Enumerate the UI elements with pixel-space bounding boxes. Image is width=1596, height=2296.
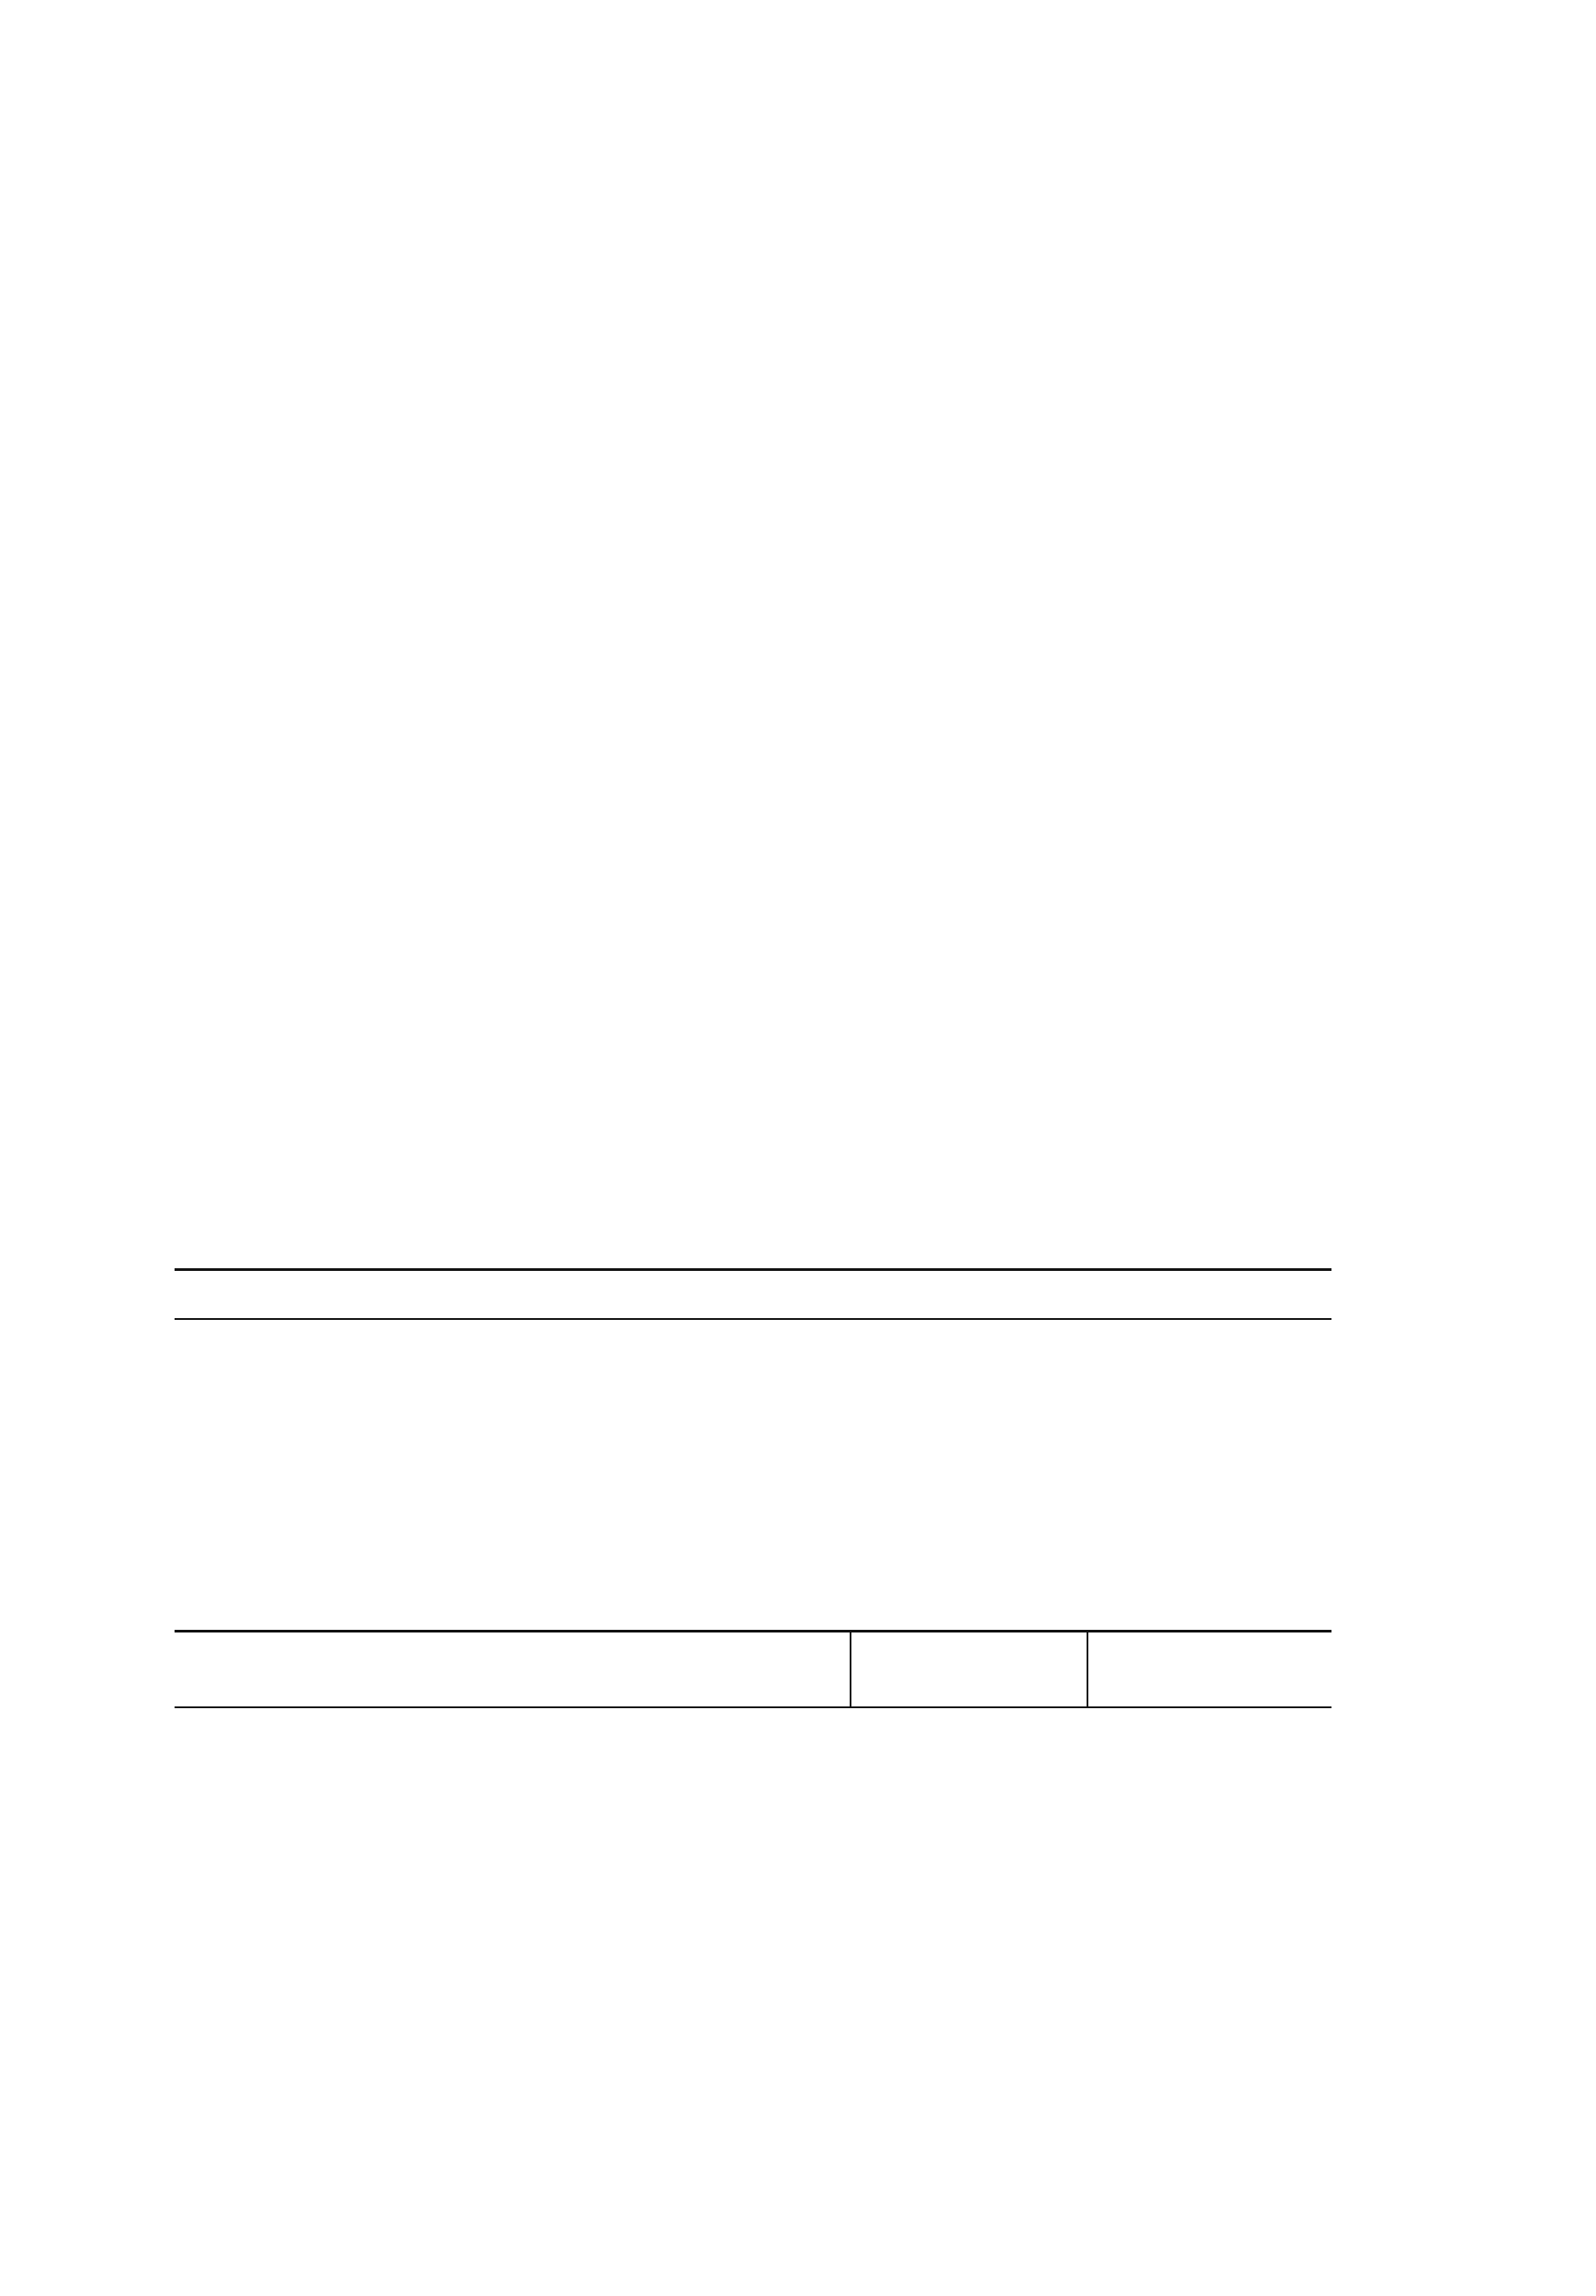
intro-paragraph <box>236 356 1331 561</box>
column-separator <box>850 1630 851 1706</box>
paragraph-line <box>236 479 1331 520</box>
paragraph-line <box>236 438 1331 479</box>
table-top-rule <box>175 1630 1331 1632</box>
table5-intro-paragraph <box>236 1439 1331 1521</box>
column-separator <box>1087 1630 1088 1706</box>
paragraph-line <box>236 356 1331 397</box>
paragraph-line <box>236 1480 1331 1521</box>
table-header-rule <box>175 1706 1331 1708</box>
paragraph-line <box>236 1439 1331 1480</box>
table4-header-label <box>175 1268 433 1318</box>
table4-intro-paragraph <box>236 1081 1331 1163</box>
paragraph-line <box>236 397 1331 438</box>
table-header-rule <box>175 1318 1331 1320</box>
paragraph-line <box>236 520 1331 561</box>
paragraph-line <box>236 1122 1331 1163</box>
paragraph-line <box>236 1081 1331 1122</box>
